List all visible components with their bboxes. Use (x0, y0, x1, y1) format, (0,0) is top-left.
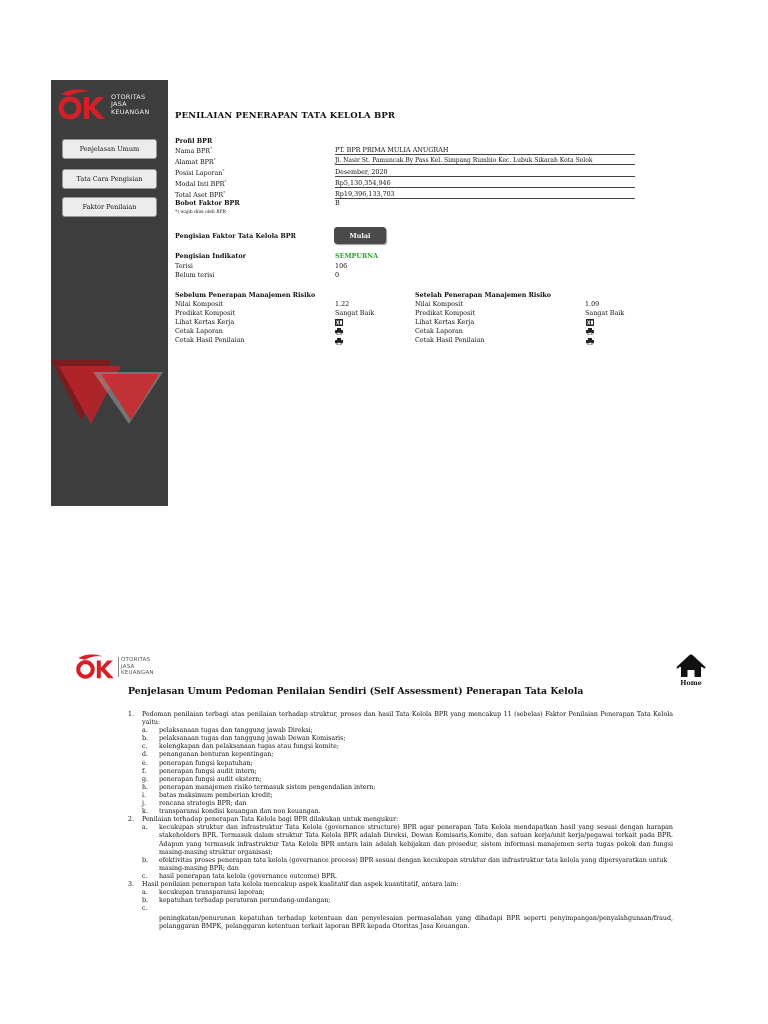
logo-line-1: OTORITAS (121, 657, 151, 664)
pengisian-indikator-label: Pengisian Indikator (175, 252, 246, 260)
sebelum-predikat-value: Sangat Baik (335, 309, 375, 317)
list-item: c. (142, 905, 148, 913)
penjelasan-umum-button[interactable]: Penjelasan Umum (62, 139, 157, 159)
ojk-logo-icon (75, 653, 117, 681)
profil-heading: Profil BPR (175, 137, 213, 145)
pengisian-faktor-label: Pengisian Faktor Tata Kelola BPR (175, 232, 296, 240)
sebelum-kertas-kerja-label: Lihat Kertas Kerja (175, 318, 235, 326)
list-item: i. batas maksimum pemberian kredit; (142, 791, 273, 799)
faktor-penilaian-button[interactable]: Faktor Penilaian (62, 197, 157, 217)
assessment-main-panel (168, 80, 638, 506)
required-note: *) wajib diisi oleh BPR (175, 210, 226, 215)
sebelum-nilai-label: Nilai Komposit (175, 300, 223, 308)
printer-icon[interactable] (335, 338, 343, 345)
required-mark: * (213, 157, 216, 162)
list-item: c. hasil penerapan tata kelola (governance outcome) BPR. (142, 872, 338, 880)
sebelum-heading: Sebelum Penerapan Manajemen Risiko (175, 291, 316, 299)
logo-line-2: JASA (121, 663, 135, 670)
list-item: e. penerapan fungsi kepatuhan; (142, 759, 253, 767)
posisi-laporan-value: Desember, 2020 (335, 168, 635, 177)
list-item: k. transparansi kondisi keuangan dan non keuangan. (142, 808, 321, 816)
list-item-continuation: peningkatan/penurunan kepatuhan terhadap ketentuan dan penyelesaian permasalahan yang dihadapi BPR seperti penyimpangan/penyalahgunaan/fraud, pelanggaran BMPK, pelanggaran ketentuan terkait laporan BPR kepada Otoritas Jasa Keuangan. (159, 915, 673, 931)
logo-line-1: OTORITAS (111, 92, 146, 101)
indikator-status: SEMPURNA (335, 252, 379, 260)
sebelum-cetak-hasil-label: Cetak Hasil Penilaian (175, 336, 245, 344)
page-title: PENILAIAN PENERAPAN TATA KELOLA BPR (175, 111, 396, 121)
setelah-predikat-label: Predikat Komposit (415, 309, 475, 317)
bobot-faktor-value: B (335, 199, 340, 207)
setelah-cetak-laporan-label: Cetak Laporan (415, 327, 463, 335)
doc-title: Penjelasan Umum Pedoman Penilaian Sendiri (Self Assessment) Penerapan Tata Kelola (128, 686, 584, 697)
belum-terisi-value: 0 (335, 271, 340, 279)
setelah-kertas-kerja-label: Lihat Kertas Kerja (415, 318, 475, 326)
terisi-label: Terisi (175, 262, 193, 270)
required-mark: * (210, 146, 213, 151)
excel-icon[interactable] (586, 319, 594, 326)
nama-bpr-label: Nama BPR* (175, 146, 213, 156)
bobot-faktor-label: Bobot Faktor BPR (175, 199, 240, 207)
mulai-button[interactable]: Mulai (334, 227, 386, 244)
printer-icon[interactable] (586, 328, 594, 335)
total-aset-label: Total Aset BPR* (175, 190, 226, 200)
list-item: f. penerapan fungsi audit intern; (142, 767, 257, 775)
logo-line-3: KEUANGAN (121, 670, 154, 677)
setelah-cetak-hasil-label: Cetak Hasil Penilaian (415, 336, 485, 344)
decorative-triangles (51, 358, 168, 428)
posisi-laporan-label: Posisi Laporan* (175, 168, 225, 178)
printer-icon[interactable] (586, 338, 594, 345)
list-item: b. efektivitas proses penerapan tata kelola (governance process) BPR sesuai dengan kecukupan struktur dan infrastruktur tata kelola yang dipersyaratkan untuk masing-masing BPR; dan (142, 856, 668, 872)
sebelum-nilai-value: 1.22 (335, 300, 350, 308)
excel-icon[interactable] (335, 319, 343, 326)
list-item: a. pelaksanaan tugas dan tanggung jawab Direksi; (142, 727, 313, 735)
modal-inti-value: Rp5,130,354,946 (335, 179, 635, 188)
ojk-logo (57, 88, 149, 122)
logo-line-3: KEUANGAN (111, 107, 150, 116)
modal-inti-label: Modal Inti BPR* (175, 179, 227, 189)
ojk-logo-icon (57, 88, 109, 122)
required-mark: * (224, 179, 227, 184)
list-item: a. kecukupan transparansi laporan; (142, 889, 265, 897)
list-item: c. kelengkapan dan pelaksanaan tugas atau fungsi komite; (142, 743, 339, 751)
required-mark: * (223, 190, 226, 195)
setelah-predikat-value: Sangat Baik (585, 309, 625, 317)
sebelum-predikat-label: Predikat Komposit (175, 309, 235, 317)
list-item: d. penanganan benturan kepentingan; (142, 751, 274, 759)
alamat-bpr-label: Alamat BPR* (175, 157, 216, 167)
terisi-value: 106 (335, 262, 348, 270)
setelah-heading: Setelah Penerapan Manajemen Risiko (415, 291, 552, 299)
list-item: a. kecukupan struktur dan infrastruktur Tata Kelola (governance structure) BPR agar penerapan Tata Kelola mendapatkan hasil yang sesuai dengan harapan stakeholders BPR. Termasuk dalam struktur Tata Kelola BPR adalah Direksi, Dewan Komisaris,Komite, dan satuan kerja/unit kerja/pegawai terkait pada BPR. Adapun yang termasuk infrastruktur Tata Kelola BPR antara lain adalah kebijakan dan prosedur, sistem informasi manajemen serta tugas pokok dan fungsi masing-masing struktur organisasi; (142, 824, 673, 856)
sidebar (51, 80, 168, 506)
required-mark: * (222, 168, 225, 173)
ojk-logo (75, 653, 154, 681)
list-item: j. rencana strategis BPR; dan (142, 800, 247, 808)
home-label: Home (680, 679, 702, 687)
list-item: b. pelaksanaan tugas dan tanggung jawab Dewan Komisaris; (142, 735, 346, 743)
total-aset-value: Rp19,396,133,703 (335, 190, 635, 199)
logo-line-2: JASA (111, 100, 127, 109)
list-item: 1. Pedoman penilaian terbagi atas penilaian terhadap struktur, proses dan hasil Tata Kelola BPR yang mencakup 11 (sebelas) Faktor Penilaian Penerapan Tata Kelola yaitu: (128, 711, 673, 727)
list-item: b. kepatuhan terhadap peraturan perundang-undangan; (142, 897, 331, 905)
belum-terisi-label: Belum terisi (175, 271, 215, 279)
setelah-nilai-value: 1.09 (585, 300, 600, 308)
tata-cara-pengisian-button[interactable]: Tata Cara Pengisian (62, 169, 157, 189)
setelah-nilai-label: Nilai Komposit (415, 300, 463, 308)
list-item: h. penerapan manajemen risiko termasuk sistem pengendalian intern; (142, 783, 376, 791)
printer-icon[interactable] (335, 328, 343, 335)
home-icon (676, 654, 706, 678)
doc-body (128, 711, 673, 932)
home-button[interactable] (676, 654, 706, 690)
alamat-bpr-value: Jl. Nasir St. Pamuncak By Pass Kel. Simpang Rumbio Kec. Lubuk Sikarah Kota Solok (335, 157, 635, 165)
list-item: g. penerapan fungsi audit ekstern; (142, 775, 262, 783)
list-item: 2. Penilaian terhadap penerapan Tata Kelola bagi BPR dilakukan untuk mengukur: (128, 816, 399, 824)
list-item: 3. Hasil penilaian penerapan tata kelola mencakup aspek kualitatif dan aspek kuantitatif, antara lain: (128, 880, 459, 888)
nama-bpr-value: PT. BPR PRIMA MULIA ANUGRAH (335, 146, 635, 155)
sebelum-cetak-laporan-label: Cetak Laporan (175, 327, 223, 335)
